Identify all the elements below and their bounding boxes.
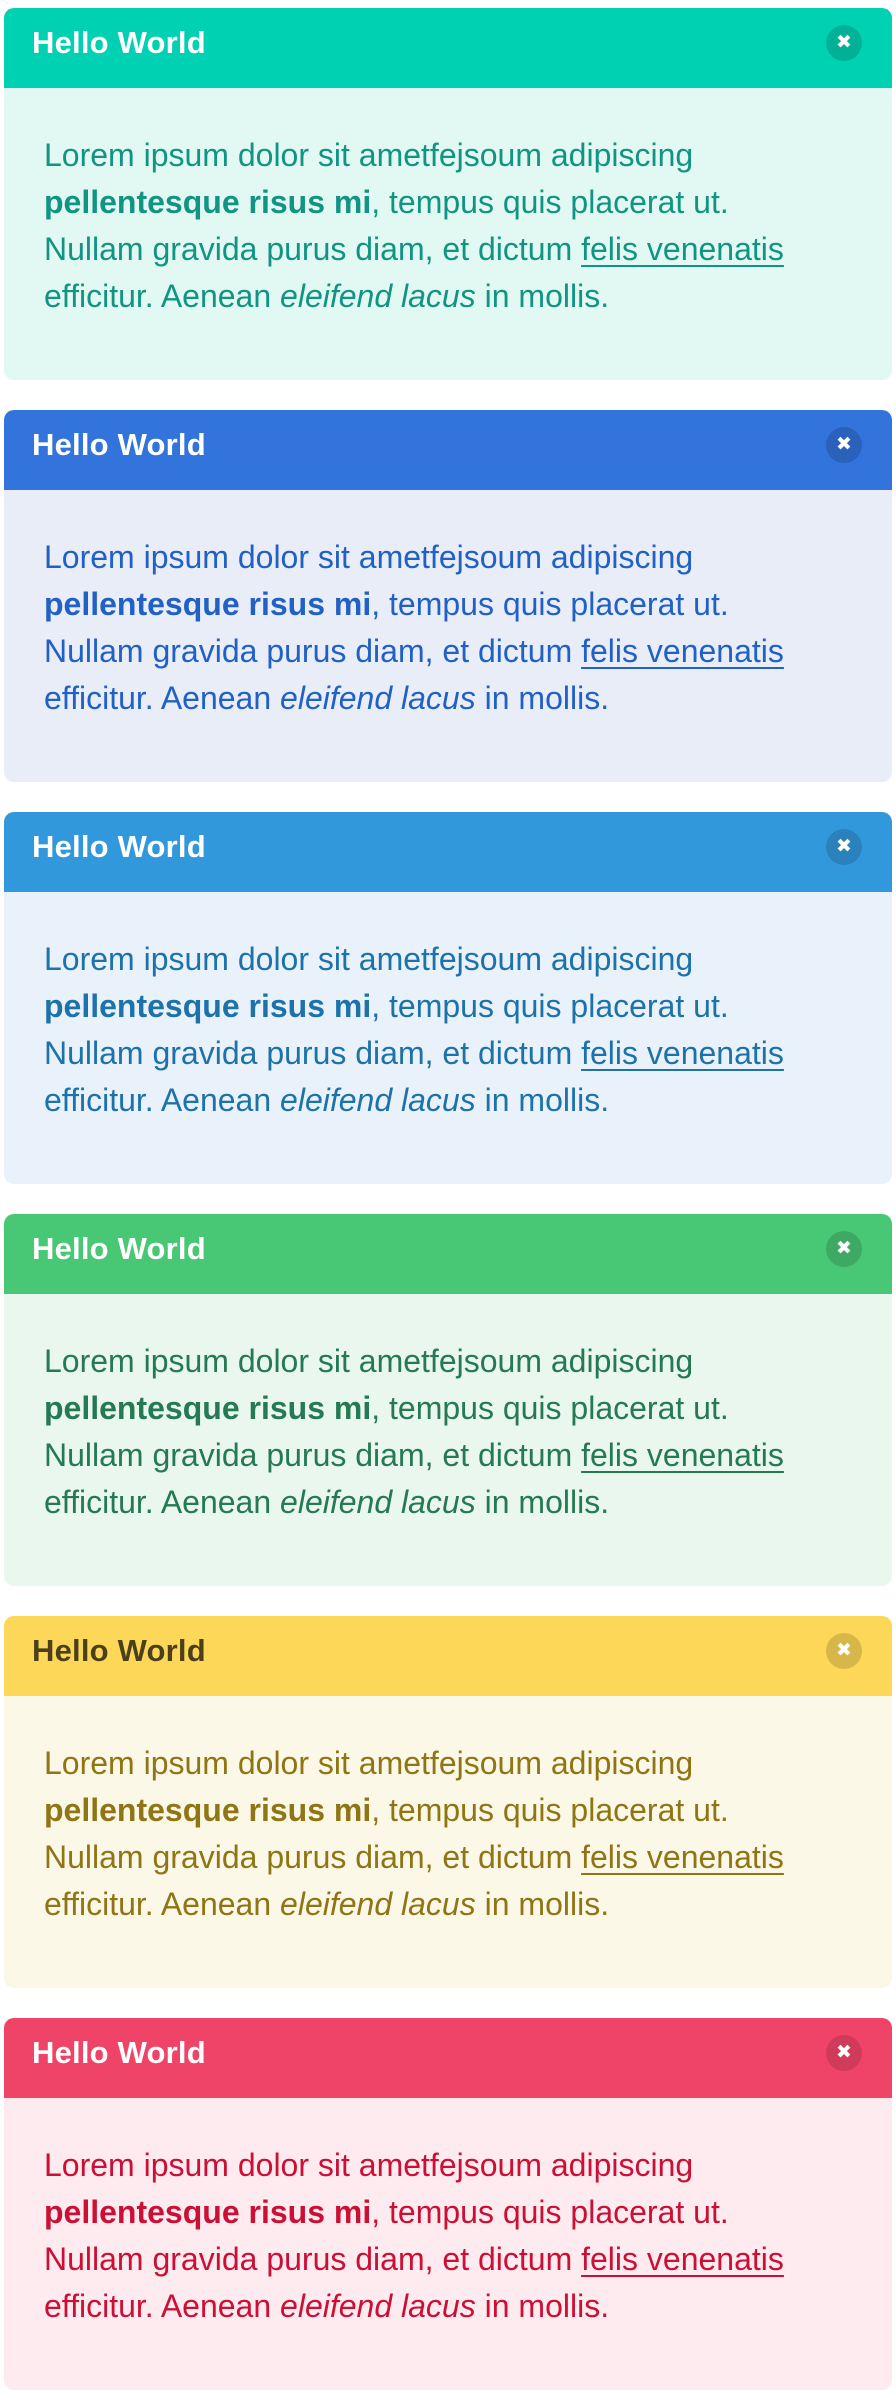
body-text-italic: eleifend lacus [280,1886,476,1922]
body-text-normal: , tempus quis placerat ut. [371,586,729,622]
felis-venenatis-link[interactable]: felis venenatis [581,1035,784,1071]
card-title: Hello World [32,1231,206,1266]
body-text-normal: Nullam gravida purus diam, et dictum [44,1437,582,1473]
alert-card-teal-primary [4,8,892,380]
body-text-normal: efficitur. Aenean [44,278,281,314]
close-button[interactable] [826,829,862,865]
card-title: Hello World [32,2035,206,2070]
body-text-normal: in mollis. [475,680,610,716]
body-text-normal: , tempus quis placerat ut. [371,1390,729,1426]
close-icon: ✖ [836,1236,852,1259]
card-body [4,892,892,1184]
close-icon: ✖ [836,30,852,53]
body-text-normal: efficitur. Aenean [44,1886,281,1922]
card-title: Hello World [32,829,206,864]
alert-card-green-success [4,1214,892,1586]
body-text-bold: pellentesque risus mi [44,184,372,220]
body-text-normal: Nullam gravida purus diam, et dictum [44,1035,582,1071]
body-text-normal: in mollis. [475,1886,610,1922]
card-body [4,88,892,380]
card-title: Hello World [32,25,206,60]
body-text-normal: efficitur. Aenean [44,1484,281,1520]
body-text-italic: eleifend lacus [280,278,476,314]
body-text-normal: in mollis. [475,2288,610,2324]
body-text-normal: efficitur. Aenean [44,2288,281,2324]
body-text-normal: , tempus quis placerat ut. [371,1792,729,1828]
card-header [4,1214,892,1294]
card-header [4,2018,892,2098]
close-icon: ✖ [836,2040,852,2063]
alert-card-sky-blue-info [4,812,892,1184]
close-icon: ✖ [836,432,852,455]
close-button[interactable] [826,1231,862,1267]
body-text-normal: Nullam gravida purus diam, et dictum [44,633,582,669]
felis-venenatis-link[interactable]: felis venenatis [581,1839,784,1875]
body-text-bold: pellentesque risus mi [44,988,372,1024]
body-text-bold: pellentesque risus mi [44,1390,372,1426]
card-body [4,2098,892,2390]
body-text-bold: pellentesque risus mi [44,1792,372,1828]
body-text-normal: , tempus quis placerat ut. [371,2194,729,2230]
close-icon: ✖ [836,1638,852,1661]
close-icon: ✖ [836,834,852,857]
body-text-normal: in mollis. [475,1082,610,1118]
body-text-normal: , tempus quis placerat ut. [371,184,729,220]
body-text-normal: Lorem ipsum dolor sit ametfejsoum adipiscing [44,1343,694,1379]
close-button[interactable] [826,1633,862,1669]
body-text-normal: , tempus quis placerat ut. [371,988,729,1024]
body-text-italic: eleifend lacus [280,1082,476,1118]
body-text-normal: Lorem ipsum dolor sit ametfejsoum adipiscing [44,137,694,173]
body-text-italic: eleifend lacus [280,2288,476,2324]
body-text-normal: in mollis. [475,278,610,314]
card-title: Hello World [32,1633,206,1668]
body-text-italic: eleifend lacus [280,680,476,716]
close-button[interactable] [826,2035,862,2071]
card-header [4,812,892,892]
body-text-bold: pellentesque risus mi [44,586,372,622]
card-body [4,490,892,782]
body-text-normal: in mollis. [475,1484,610,1520]
card-body [4,1294,892,1586]
body-text-normal: Lorem ipsum dolor sit ametfejsoum adipiscing [44,539,694,575]
card-header [4,8,892,88]
card-header [4,1616,892,1696]
alert-card-yellow-warning [4,1616,892,1988]
felis-venenatis-link[interactable]: felis venenatis [581,633,784,669]
body-text-normal: Nullam gravida purus diam, et dictum [44,1839,582,1875]
body-text-bold: pellentesque risus mi [44,2194,372,2230]
card-title: Hello World [32,427,206,462]
body-text-normal: Nullam gravida purus diam, et dictum [44,231,582,267]
body-text-normal: Nullam gravida purus diam, et dictum [44,2241,582,2277]
body-text-normal: Lorem ipsum dolor sit ametfejsoum adipiscing [44,941,694,977]
body-text-normal: Lorem ipsum dolor sit ametfejsoum adipiscing [44,2147,694,2183]
alert-card-blue-link [4,410,892,782]
body-text-normal: efficitur. Aenean [44,1082,281,1118]
alert-card-red-danger [4,2018,892,2390]
felis-venenatis-link[interactable]: felis venenatis [581,231,784,267]
body-text-italic: eleifend lacus [280,1484,476,1520]
felis-venenatis-link[interactable]: felis venenatis [581,1437,784,1473]
body-text-normal: Lorem ipsum dolor sit ametfejsoum adipiscing [44,1745,694,1781]
card-header [4,410,892,490]
body-text-normal: efficitur. Aenean [44,680,281,716]
card-body [4,1696,892,1988]
close-button[interactable] [826,25,862,61]
felis-venenatis-link[interactable]: felis venenatis [581,2241,784,2277]
close-button[interactable] [826,427,862,463]
